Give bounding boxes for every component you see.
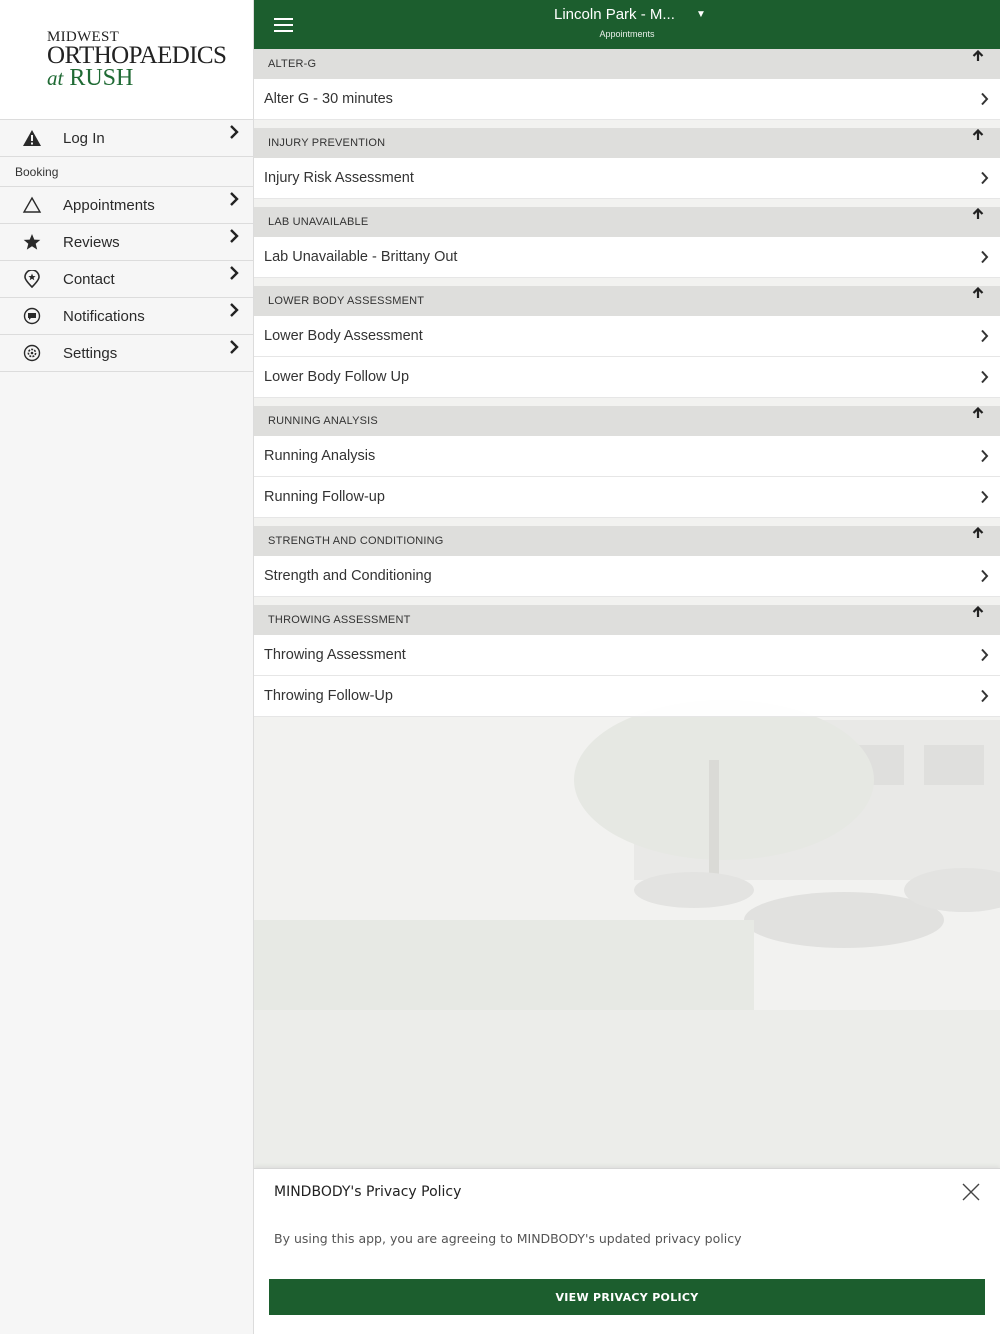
chevron-right-icon (228, 302, 240, 318)
appointment-list (254, 49, 1000, 717)
chevron-right-icon (980, 689, 989, 703)
location-selector[interactable]: Lincoln Park - M... (554, 6, 675, 23)
privacy-title: MINDBODY's Privacy Policy (274, 1184, 462, 1200)
chevron-right-icon (980, 92, 989, 106)
list-item[interactable] (254, 316, 1000, 357)
list-item[interactable] (254, 477, 1000, 518)
chevron-right-icon (228, 124, 240, 140)
chevron-right-icon (228, 191, 240, 207)
chevron-right-icon (980, 490, 989, 504)
warning-icon (22, 129, 42, 147)
sidebar-item-appointments[interactable] (0, 186, 253, 223)
sidebar-item-reviews[interactable] (0, 223, 253, 260)
list-item[interactable] (254, 79, 1000, 120)
category-header[interactable] (254, 49, 1000, 79)
list-item-label: Throwing Follow-Up (264, 688, 393, 704)
category-label: RUNNING ANALYSIS (268, 415, 378, 427)
sidebar-item-contact[interactable] (0, 260, 253, 297)
category-header[interactable] (254, 207, 1000, 237)
category-label: INJURY PREVENTION (268, 137, 386, 149)
category-label: THROWING ASSESSMENT (268, 614, 411, 626)
arrow-up-icon[interactable] (972, 606, 984, 618)
star-icon (22, 233, 42, 251)
logo-at: at (47, 66, 64, 90)
category-label: STRENGTH AND CONDITIONING (268, 535, 444, 547)
logo-line-midwest: MIDWEST (47, 29, 120, 45)
map-pin-icon (22, 270, 42, 288)
chevron-right-icon (228, 265, 240, 281)
chevron-right-icon (228, 339, 240, 355)
chevron-right-icon (980, 449, 989, 463)
page-subtitle: Appointments (599, 29, 655, 39)
sidebar-item-label: Settings (63, 345, 118, 362)
sidebar-item-label: Reviews (63, 234, 120, 251)
sidebar-item-login[interactable] (0, 119, 253, 156)
list-item[interactable] (254, 436, 1000, 477)
list-item[interactable] (254, 357, 1000, 398)
list-item[interactable] (254, 158, 1000, 199)
category-header[interactable] (254, 605, 1000, 635)
list-item-label: Strength and Conditioning (264, 568, 432, 584)
category-label: LOWER BODY ASSESSMENT (268, 295, 425, 307)
arrow-up-icon[interactable] (972, 407, 984, 419)
chevron-right-icon (980, 329, 989, 343)
category-header[interactable] (254, 526, 1000, 556)
list-item-label: Alter G - 30 minutes (264, 91, 393, 107)
sidebar-item-label: Log In (63, 130, 105, 147)
list-item-label: Lower Body Assessment (264, 328, 423, 344)
chevron-right-icon (980, 171, 989, 185)
logo-line-rush (47, 65, 133, 92)
chat-bubble-icon (22, 307, 42, 325)
privacy-message: By using this app, you are agreeing to MINDBODY's updated privacy policy (274, 1231, 742, 1246)
arrow-up-icon[interactable] (972, 527, 984, 539)
close-icon[interactable] (962, 1183, 980, 1201)
chevron-right-icon (980, 370, 989, 384)
sidebar-item-notifications[interactable] (0, 297, 253, 334)
list-item-label: Running Follow-up (264, 489, 385, 505)
logo-line-orthopaedics: ORTHOPAEDICS (47, 42, 227, 69)
list-item[interactable] (254, 237, 1000, 278)
dropdown-caret-icon[interactable]: ▼ (696, 9, 706, 20)
arrow-up-icon[interactable] (972, 208, 984, 220)
list-item-label: Injury Risk Assessment (264, 170, 414, 186)
list-item-label: Lower Body Follow Up (264, 369, 410, 385)
sidebar (0, 0, 254, 1334)
view-privacy-policy-button[interactable]: VIEW PRIVACY POLICY (269, 1279, 985, 1315)
chevron-right-icon (228, 228, 240, 244)
top-app-bar (254, 0, 1000, 49)
sidebar-divider (0, 371, 253, 372)
list-item[interactable] (254, 635, 1000, 676)
category-label: ALTER-G (268, 58, 317, 70)
category-header[interactable] (254, 406, 1000, 436)
list-item-label: Lab Unavailable - Brittany Out (264, 249, 458, 265)
list-item-label: Throwing Assessment (264, 647, 406, 663)
main-content (254, 0, 1000, 1334)
brand-logo (0, 0, 253, 119)
arrow-up-icon[interactable] (972, 129, 984, 141)
chevron-right-icon (980, 569, 989, 583)
chevron-right-icon (980, 250, 989, 264)
sidebar-section-booking: Booking (0, 156, 253, 186)
privacy-policy-banner (254, 1168, 1000, 1334)
sidebar-item-label: Contact (63, 271, 115, 288)
list-item[interactable] (254, 556, 1000, 597)
sidebar-item-settings[interactable] (0, 334, 253, 371)
triangle-outline-icon (22, 196, 42, 214)
list-item[interactable] (254, 676, 1000, 717)
list-item-label: Running Analysis (264, 448, 376, 464)
arrow-up-icon[interactable] (972, 50, 984, 62)
arrow-up-icon[interactable] (972, 287, 984, 299)
gear-icon (22, 344, 42, 362)
sidebar-item-label: Notifications (63, 308, 145, 325)
category-header[interactable] (254, 286, 1000, 316)
chevron-right-icon (980, 648, 989, 662)
sidebar-item-label: Appointments (63, 197, 155, 214)
category-label: LAB UNAVAILABLE (268, 216, 369, 228)
category-header[interactable] (254, 128, 1000, 158)
logo-rush: RUSH (69, 65, 134, 91)
